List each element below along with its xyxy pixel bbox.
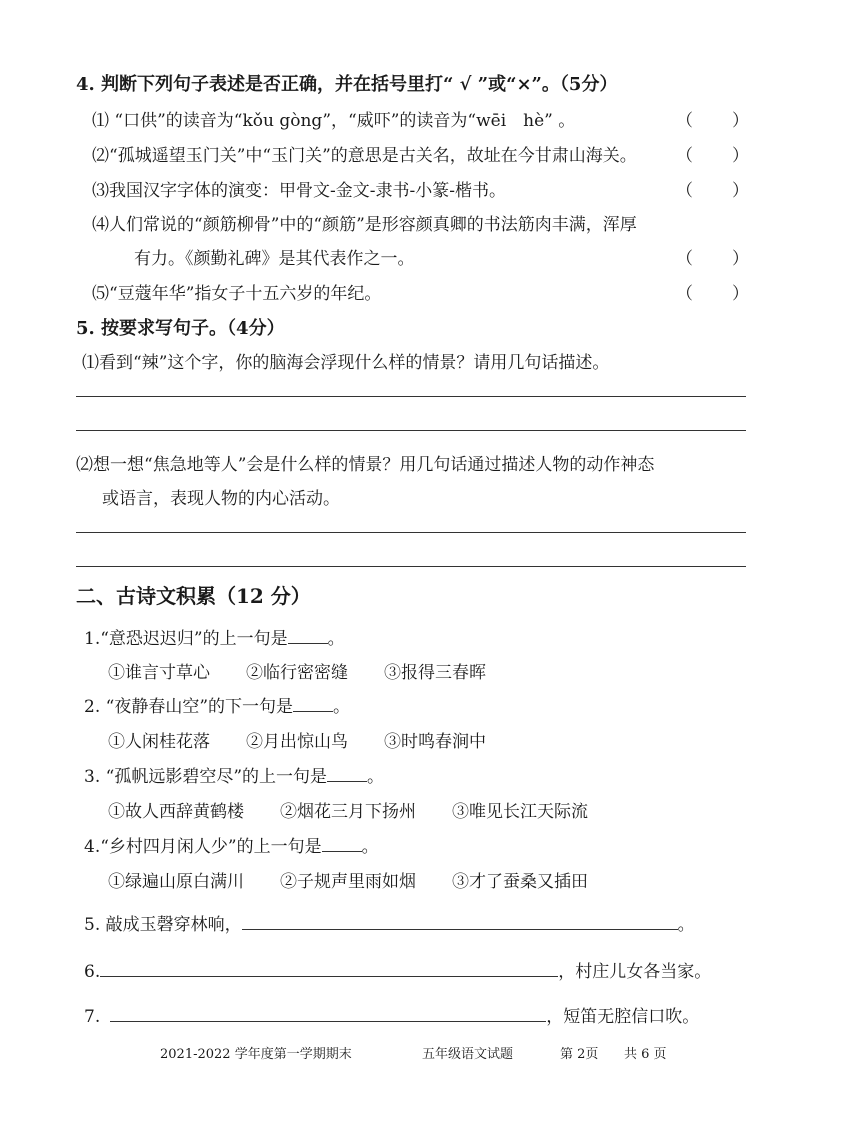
poem-q1-end: 。 bbox=[327, 629, 345, 649]
q4-answer-paren-close-1: ） bbox=[732, 111, 749, 131]
poem-q4 bbox=[84, 832, 379, 857]
q4-item-3: ⑶我国汉字字体的演变：甲骨文-金文-隶书-小篆-楷书。 bbox=[92, 181, 506, 201]
section2-title: 二、古诗文积累（12 分） bbox=[76, 584, 311, 608]
q4-answer-paren-close-2: ） bbox=[732, 146, 749, 166]
q5-title: 5. 按要求写句子。（4分） bbox=[76, 318, 285, 339]
q4-item-2: ⑵“孤城遥望玉门关”中“玉门关”的意思是古关名，故址在今甘肃山海关。 bbox=[92, 146, 637, 166]
q4-answer-paren-close-3: ） bbox=[732, 181, 749, 201]
poem-q4-option-1[interactable]: ①绿遍山原白满川 bbox=[108, 872, 244, 892]
poem-q2-end: 。 bbox=[333, 697, 351, 717]
poem-q2-blank[interactable] bbox=[293, 697, 333, 712]
poem-q1-option-1[interactable]: ①谁言寸草心 bbox=[108, 663, 210, 683]
poem-q3-option-3[interactable]: ③唯见长江天际流 bbox=[452, 802, 588, 822]
q4-answer-paren-open-2: （ bbox=[676, 146, 693, 166]
poem-q2-option-3[interactable]: ③时鸣春涧中 bbox=[384, 732, 486, 752]
poem-q3-text: 3. “孤帆远影碧空尽”的上一句是 bbox=[84, 767, 328, 787]
poem-q1-option-2[interactable]: ②临行密密缝 bbox=[246, 663, 348, 683]
q4-answer-paren-close-5: ） bbox=[732, 284, 749, 304]
q5-sub2-answer-line-1[interactable] bbox=[76, 532, 746, 533]
poem-q4-text: 4.“乡村四月闲人少”的上一句是 bbox=[84, 837, 322, 857]
poem-q1-text: 1.“意恐迟迟归”的上一句是 bbox=[84, 629, 288, 649]
footer-total: 共 6 页 bbox=[624, 1047, 667, 1062]
poem-q2-text: 2. “夜静春山空”的下一句是 bbox=[84, 697, 294, 717]
footer-page: 第 2页 bbox=[560, 1047, 599, 1062]
poem-q7-suffix: ，短笛无腔信口吹。 bbox=[546, 1007, 700, 1027]
q4-answer-paren-open-3: （ bbox=[676, 181, 693, 201]
poem-q2-option-1[interactable]: ①人闲桂花落 bbox=[108, 732, 210, 752]
poem-q3-option-1[interactable]: ①故人西辞黄鹤楼 bbox=[108, 802, 244, 822]
q5-sub1-answer-line-2[interactable] bbox=[76, 430, 746, 431]
poem-q3-blank[interactable] bbox=[327, 767, 367, 782]
q5-sub1-answer-line-1[interactable] bbox=[76, 396, 746, 397]
poem-q2 bbox=[84, 692, 350, 717]
poem-q2-options bbox=[108, 727, 522, 752]
poem-q1 bbox=[84, 624, 345, 649]
poem-q6 bbox=[84, 957, 711, 982]
q4-answer-paren-open-4: （ bbox=[676, 249, 693, 269]
q4-answer-paren-open-1: （ bbox=[676, 111, 693, 131]
q4-item-1: ⑴ “口供”的读音为“kǒu gòng”，“威吓”的读音为“wēi hè” 。 bbox=[92, 111, 576, 131]
q4-item-5: ⑸“豆蔻年华”指女子十五六岁的年纪。 bbox=[92, 284, 382, 304]
poem-q4-option-2[interactable]: ②子规声里雨如烟 bbox=[280, 872, 416, 892]
poem-q5-blank[interactable] bbox=[242, 915, 678, 930]
q5-sub2-answer-line-2[interactable] bbox=[76, 566, 746, 567]
q4-item-4-cont: 有力。《颜勤礼碑》是其代表作之一。 bbox=[134, 249, 415, 269]
poem-q7 bbox=[84, 1002, 699, 1027]
poem-q5 bbox=[84, 910, 695, 935]
q5-sub2-line1: ⑵想一想“焦急地等人”会是什么样的情景？用几句话通过描述人物的动作神态 bbox=[76, 455, 655, 475]
poem-q4-blank[interactable] bbox=[322, 837, 362, 852]
poem-q3 bbox=[84, 762, 384, 787]
q4-answer-paren-close-4: ） bbox=[732, 249, 749, 269]
footer-subject: 五年级语文试题 bbox=[422, 1047, 514, 1062]
poem-q6-suffix: ，村庄儿女各当家。 bbox=[558, 962, 712, 982]
poem-q6-prefix: 6. bbox=[84, 962, 101, 982]
poem-q2-option-2[interactable]: ②月出惊山鸟 bbox=[246, 732, 348, 752]
q4-answer-paren-open-5: （ bbox=[676, 284, 693, 304]
poem-q5-end: 。 bbox=[677, 915, 695, 935]
poem-q1-option-3[interactable]: ③报得三春晖 bbox=[384, 663, 486, 683]
q5-sub1: ⑴看到“辣”这个字，你的脑海会浮现什么样的情景？请用几句话描述。 bbox=[82, 353, 610, 373]
poem-q4-options bbox=[108, 867, 624, 892]
poem-q7-blank[interactable] bbox=[110, 1007, 546, 1022]
poem-q6-blank[interactable] bbox=[100, 962, 558, 977]
q4-item-4: ⑷人们常说的“颜筋柳骨”中的“颜筋”是形容颜真卿的书法筋肉丰满，浑厚 bbox=[92, 215, 637, 235]
poem-q5-prefix: 5. 敲成玉磬穿林响， bbox=[84, 915, 242, 935]
poem-q3-option-2[interactable]: ②烟花三月下扬州 bbox=[280, 802, 416, 822]
q4-title: 4. 判断下列句子表述是否正确，并在括号里打“ √ ”或“×”。（5分） bbox=[76, 74, 618, 95]
footer-term: 2021-2022 学年度第一学期期末 bbox=[160, 1047, 352, 1062]
poem-q7-prefix: 7. bbox=[84, 1007, 101, 1027]
poem-q3-options bbox=[108, 797, 624, 822]
poem-q1-blank[interactable] bbox=[288, 629, 328, 644]
poem-q1-options bbox=[108, 658, 522, 683]
q5-sub2-line2: 或语言，表现人物的内心活动。 bbox=[102, 489, 340, 509]
poem-q3-end: 。 bbox=[367, 767, 385, 787]
poem-q4-end: 。 bbox=[361, 837, 379, 857]
poem-q4-option-3[interactable]: ③才了蚕桑又插田 bbox=[452, 872, 588, 892]
